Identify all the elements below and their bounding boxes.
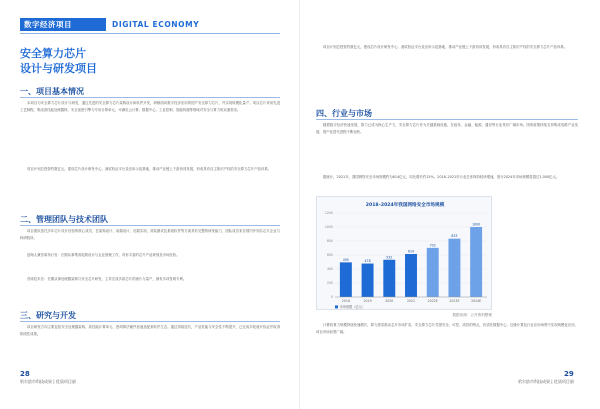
paragraph: 随着数字经济快速发展，算力已成为核心生产力，安全算力芯片作为关键基础设施，在政务、金融、能源、通信等行业具有广阔市场。国家政策持续支持集成电路产业发展，国产化替代进程不断加快。: [316, 123, 578, 134]
bar-2020: [383, 260, 395, 297]
section-heading-1: 一、项目基本情况: [20, 87, 84, 96]
section-rule: [20, 321, 280, 322]
legend-label: 市场规模（亿元）: [339, 305, 365, 309]
market-size-chart: [316, 196, 492, 310]
header-rule: [20, 33, 280, 34]
page-number-right: 29: [564, 370, 574, 378]
y-tick-label: 1000: [324, 225, 333, 230]
footer-publication-right: 哈尔滨市科技成果 | 优质项目册: [518, 379, 574, 384]
chart-caption: 数据来源：公开资料整理: [452, 313, 492, 317]
data-label: 833: [451, 234, 458, 239]
x-tick-label: 2022E: [427, 299, 438, 303]
y-tick-label: 1200: [324, 211, 333, 216]
chart-canvas: [317, 197, 493, 311]
y-tick-label: 400: [326, 267, 333, 272]
data-label: 614: [407, 249, 415, 254]
paragraph: 项目研发方向主要包括安全处理器架构、高性能计算单元、密码算法硬件加速及配套软件生态。通过持续迭代，产品性能与安全性不断提升，已完成多轮流片验证并取得阶段性成果。: [20, 325, 280, 336]
section-rule: [316, 119, 578, 120]
paragraph: 首席技术官：长期从事处理器架构与安全芯片研发，主导完成多款芯片的流片与量产，拥有多项发明专利。: [27, 277, 187, 281]
x-tick-label: 2019: [363, 299, 372, 303]
x-tick-label: 2020: [385, 299, 394, 303]
article-title-line1: 安全算力芯片: [20, 47, 86, 60]
bar-2022E: [427, 248, 439, 297]
data-label: 1000: [472, 222, 481, 227]
header-section-en: DIGITAL ECONOMY: [112, 20, 200, 29]
paragraph: 计算机算力规模持续快速增长，算力需求推动芯片市场扩容，安全算力芯片凭借安全、可控、高效的特点，有望在数据中心、边缘计算及行业应用场景中实现规模化应用，项目市场前景广阔。: [316, 323, 578, 334]
article-title-line2: 设计与研发项目: [20, 62, 97, 75]
bar-2019: [362, 264, 374, 297]
y-tick-label: 800: [326, 239, 333, 244]
footer-publication-left: 哈尔滨市科技成果 | 优质项目册: [20, 379, 76, 384]
x-tick-label: 2018: [341, 299, 350, 303]
y-tick-label: 600: [326, 253, 333, 258]
data-label: 478: [364, 259, 371, 264]
y-tick-label: 0: [330, 295, 333, 300]
paragraph: 项目团队依托多年芯片设计经验的核心成员，在架构设计、前端设计、后端实现、封装测试及系统软件等方面具有完整的研发能力，团队成员来自国内外知名芯片企业与科研院所。: [20, 229, 280, 240]
paragraph: 创始人兼首席执行官：长期从事集成电路设计与企业管理工作，具有丰富的芯片产品规划及市场经验。: [27, 253, 180, 257]
paragraph: 项目计划总投资约数亿元，建设芯片设计研发中心、测试验证平台及应用示范基地，推动产业链上下游协同发展，形成具有自主知识产权的安全算力芯片产品体系。: [27, 167, 272, 171]
x-tick-label: 2024E: [471, 299, 482, 303]
paragraph: 项目计划总投资约数亿元，建设芯片设计研发中心、测试验证平台及应用示范基地，推动产业链上下游协同发展，形成具有自主知识产权的安全算力芯片产品体系。: [323, 45, 568, 49]
data-label: 532: [386, 255, 393, 260]
section-heading-2: 二、管理团队与技术团队: [20, 215, 108, 224]
legend-swatch: [335, 305, 338, 308]
x-tick-label: 2021: [406, 299, 416, 303]
section-rule: [20, 97, 280, 98]
page-number-left: 28: [20, 370, 30, 378]
bar-2021: [405, 254, 417, 297]
data-label: 495: [342, 257, 349, 262]
y-tick-label: 200: [326, 281, 333, 286]
bar-2024E: [470, 227, 482, 297]
chart-title: 2018–2024年我国网络安全市场规模: [365, 203, 445, 208]
paragraph: 本项目为安全算力芯片设计与研发，通过先进的安全算力芯片架构设计和软件开发，研制面向数字经济应用的国产安全算力芯片，并实现规模化量产。项目芯片采用先进工艺制程，集成高性能处理器核、安全加密引擎与专用计算单元，可满足云计算、数据中心、工业控制、智能终端等领域对安全与算力的双重需求。: [20, 101, 280, 112]
section-heading-4: 四、行业与市场: [316, 109, 372, 118]
header-section-cn: 数字经济项目: [24, 20, 72, 29]
section-rule: [20, 225, 280, 226]
bar-2018: [340, 262, 352, 297]
paragraph: 据统计，2021年，我国网络安全市场规模约为614亿元，同比增长约15%。2018–2021年行业总体保持较快增速，预计2024年市场规模将超过1,000亿元。: [323, 175, 560, 179]
x-tick-label: 2023E: [449, 299, 460, 303]
bar-2023E: [448, 239, 460, 297]
section-heading-3: 三、研究与开发: [20, 311, 76, 320]
data-label: 702: [429, 243, 436, 248]
